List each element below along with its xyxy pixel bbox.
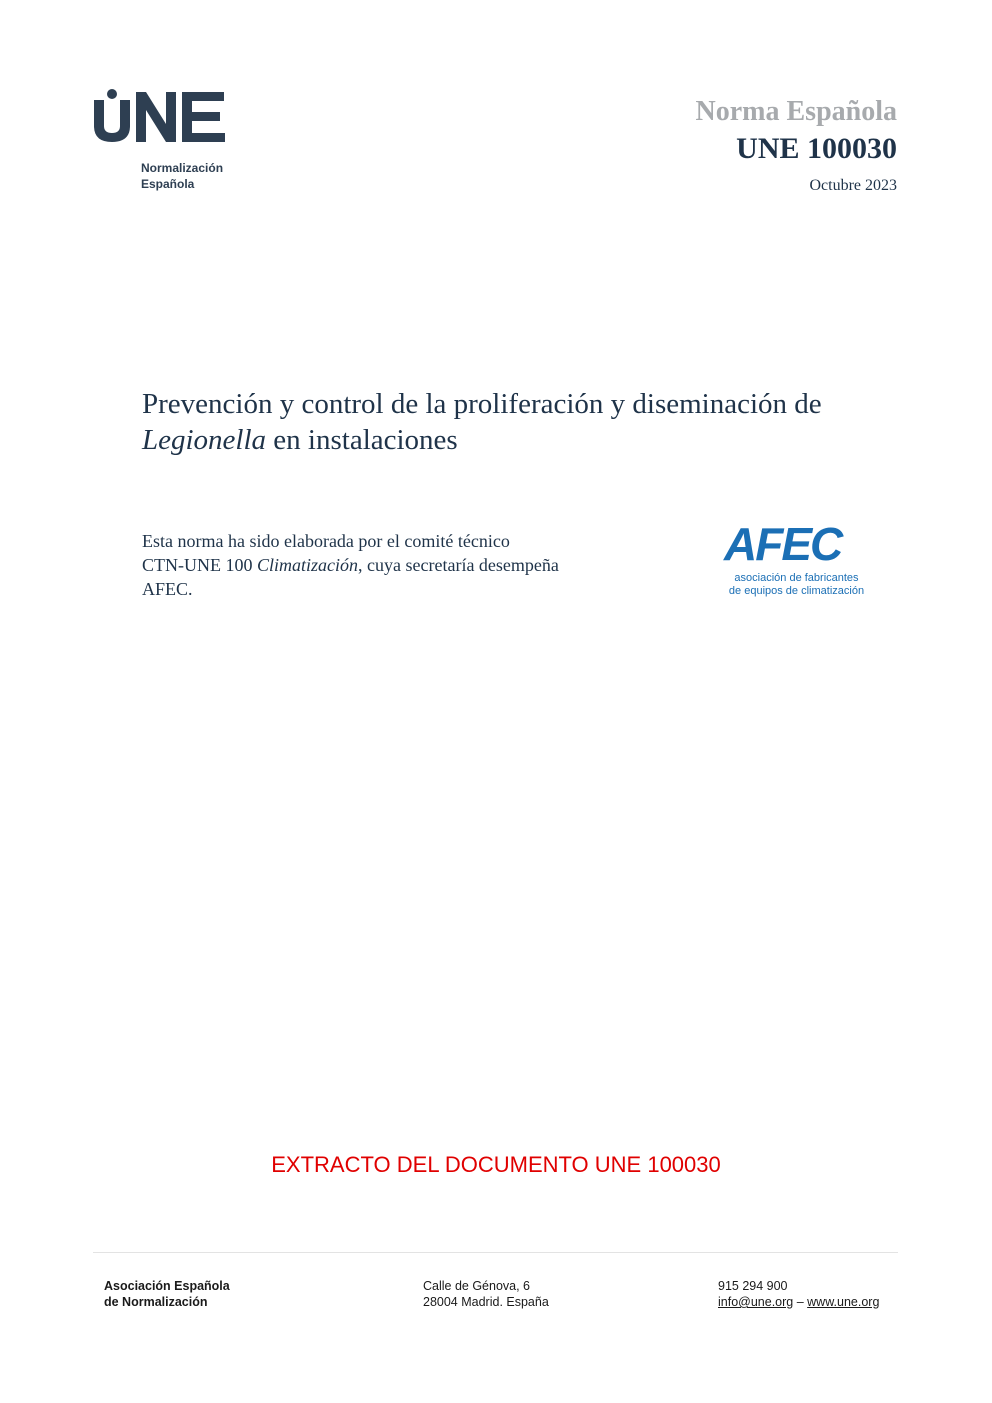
standard-header [696, 94, 897, 196]
footer-contact [718, 1278, 879, 1310]
footer-addr-line1: Calle de Génova, 6 [423, 1279, 531, 1293]
website-link[interactable]: www.une.org [807, 1295, 880, 1309]
committee-line1: Esta norma ha sido elaborada por el comité técnico [142, 531, 510, 551]
footer-divider [93, 1252, 898, 1253]
footer-org-line1: Asociación Española [104, 1279, 230, 1293]
footer-phone: 915 294 900 [718, 1279, 788, 1293]
committee-line2-prefix: CTN-UNE 100 [142, 555, 257, 575]
standard-label: Norma Española [695, 96, 897, 127]
document-title [142, 386, 902, 458]
afec-wordmark: AFEC [724, 518, 842, 570]
committee-statement [142, 529, 642, 601]
extract-banner: EXTRACTO DEL DOCUMENTO UNE 100030 [271, 1152, 721, 1177]
title-part1: Prevención y control de la proliferación y diseminación de [142, 388, 822, 420]
footer-links [718, 1294, 879, 1310]
footer-addr-line2: 28004 Madrid. España [423, 1295, 549, 1309]
standard-date: Octubre 2023 [809, 177, 897, 194]
afec-tag-line1: asociación de fabricantes [734, 572, 859, 584]
afec-tagline [724, 572, 869, 598]
standard-code: UNE 100030 [736, 132, 897, 165]
committee-line2-italic: Climatización [257, 555, 359, 575]
footer-address [423, 1278, 549, 1310]
footer-organization [104, 1278, 230, 1310]
une-logo-mark [92, 88, 232, 148]
afec-tag-line2: de equipos de climatización [728, 585, 865, 597]
une-logo-line1: Normalización [141, 161, 224, 175]
afec-logo [720, 518, 865, 600]
title-italic: Legionella [142, 424, 267, 456]
title-part2: en instalaciones [266, 424, 458, 456]
une-logo [92, 88, 242, 198]
une-logo-caption [141, 160, 223, 192]
une-logo-line2: Española [141, 177, 195, 191]
email-link[interactable]: info@une.org [718, 1295, 794, 1309]
footer-org-line2: de Normalización [104, 1295, 208, 1309]
committee-line2-suffix: , cuya secretaría desempeña [358, 555, 559, 575]
footer-link-separator: – [793, 1295, 808, 1309]
committee-line3: AFEC. [142, 579, 193, 599]
